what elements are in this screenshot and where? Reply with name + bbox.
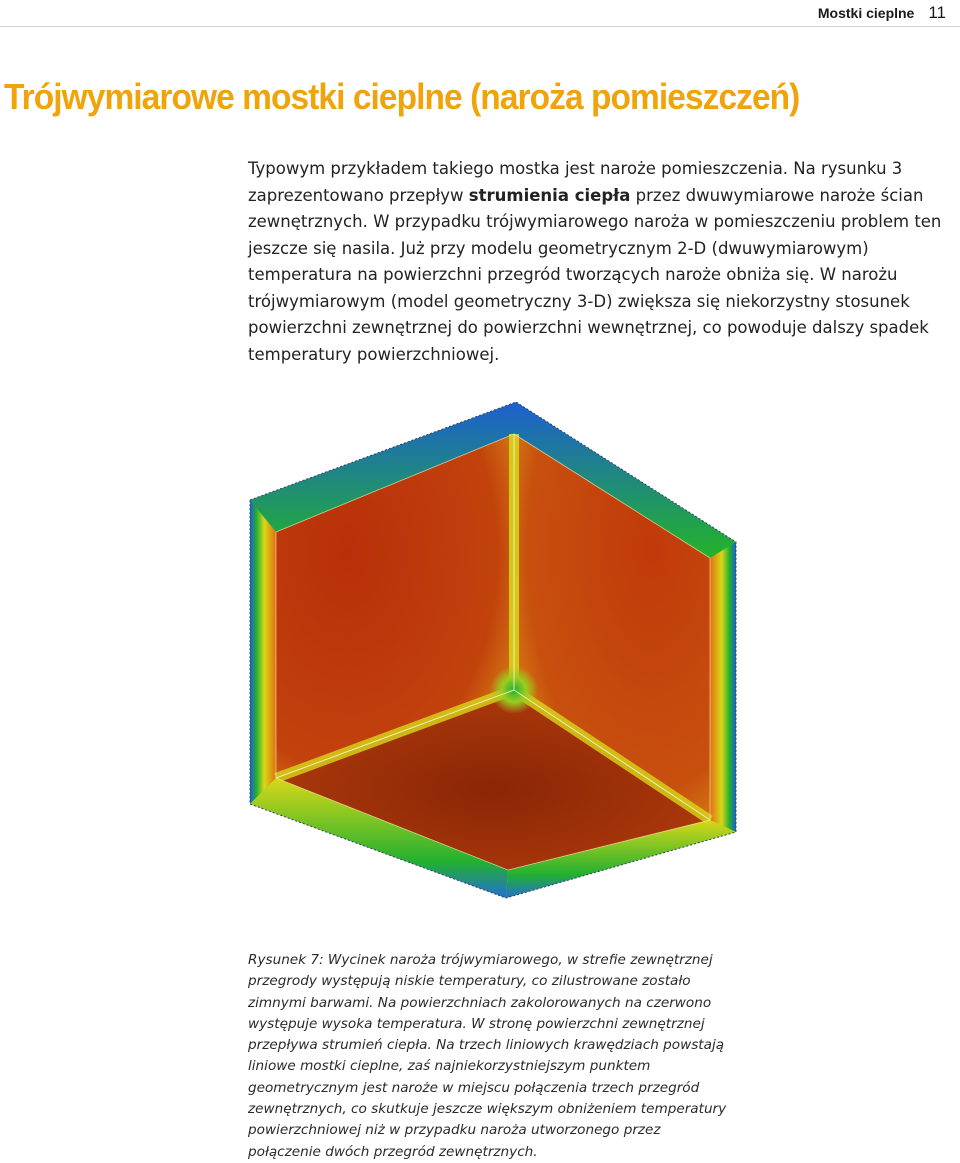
figure-caption: Rysunek 7: Wycinek naroża trójwymiarowego, w strefie zewnętrznej przegrody występują niskie temperatury, co zilustrowane zostało zimnymi barwami. Na powierzchniach zakolorowanych na czerwono występuje wysoka temperatura. W stronę powierzchni zewnętrznej przepływa strumień ciepła. Na trzech liniowych krawędziach powstają liniowe mostki cieplne, zaś najniekorzystniejszym punktem geometrycznym jest naroże w miejscu połączenia trzech przegród zewnętrznych, co skutkuje jeszcze większym obniżeniem temperatury powierzchniowej niż w przypadku naroża utworzonego przez połączenie dwóch przegród zewnętrznych. [248,952,727,1160]
left-wall-edge [250,500,276,804]
page-title: Trójwymiarowe mostki cieplne (naroża pomieszczeń) [4,76,800,117]
body-paragraph [248,156,954,368]
right-wall-edge [710,542,736,832]
running-title: Mostki cieplne [817,5,915,21]
thermal-corner-illustration [246,400,740,900]
body-text-start: Typowym przykładem takiego mostka jest naroże pomieszczenia. Na rysunku 3 zaprezentowano przepływ [248,159,903,205]
body-text-bold: strumienia ciepła [468,185,631,205]
body-text-end: przez dwuwymiarowe naroże ścian zewnętrznych. W przypadku trójwymiarowego naroża w pomieszczeniu problem ten jeszcze się nasila. Już przy modelu geometrycznym 2-D (dwuwymiarowym) temperatura na powierzchni przegród tworzących naroże obniża się. W narożu trójwymiarowym (model geometryczny 3-D) zwiększa się niekorzystny stosunek powierzchni zewnętrznej do powierzchni wewnętrznej, co powoduje dalszy spadek temperatury powierzchniowej. [248,185,942,364]
page-number: 11 [928,3,946,22]
thermal-corner-figure [246,400,740,900]
running-head [818,0,946,26]
header-rule [0,26,960,27]
